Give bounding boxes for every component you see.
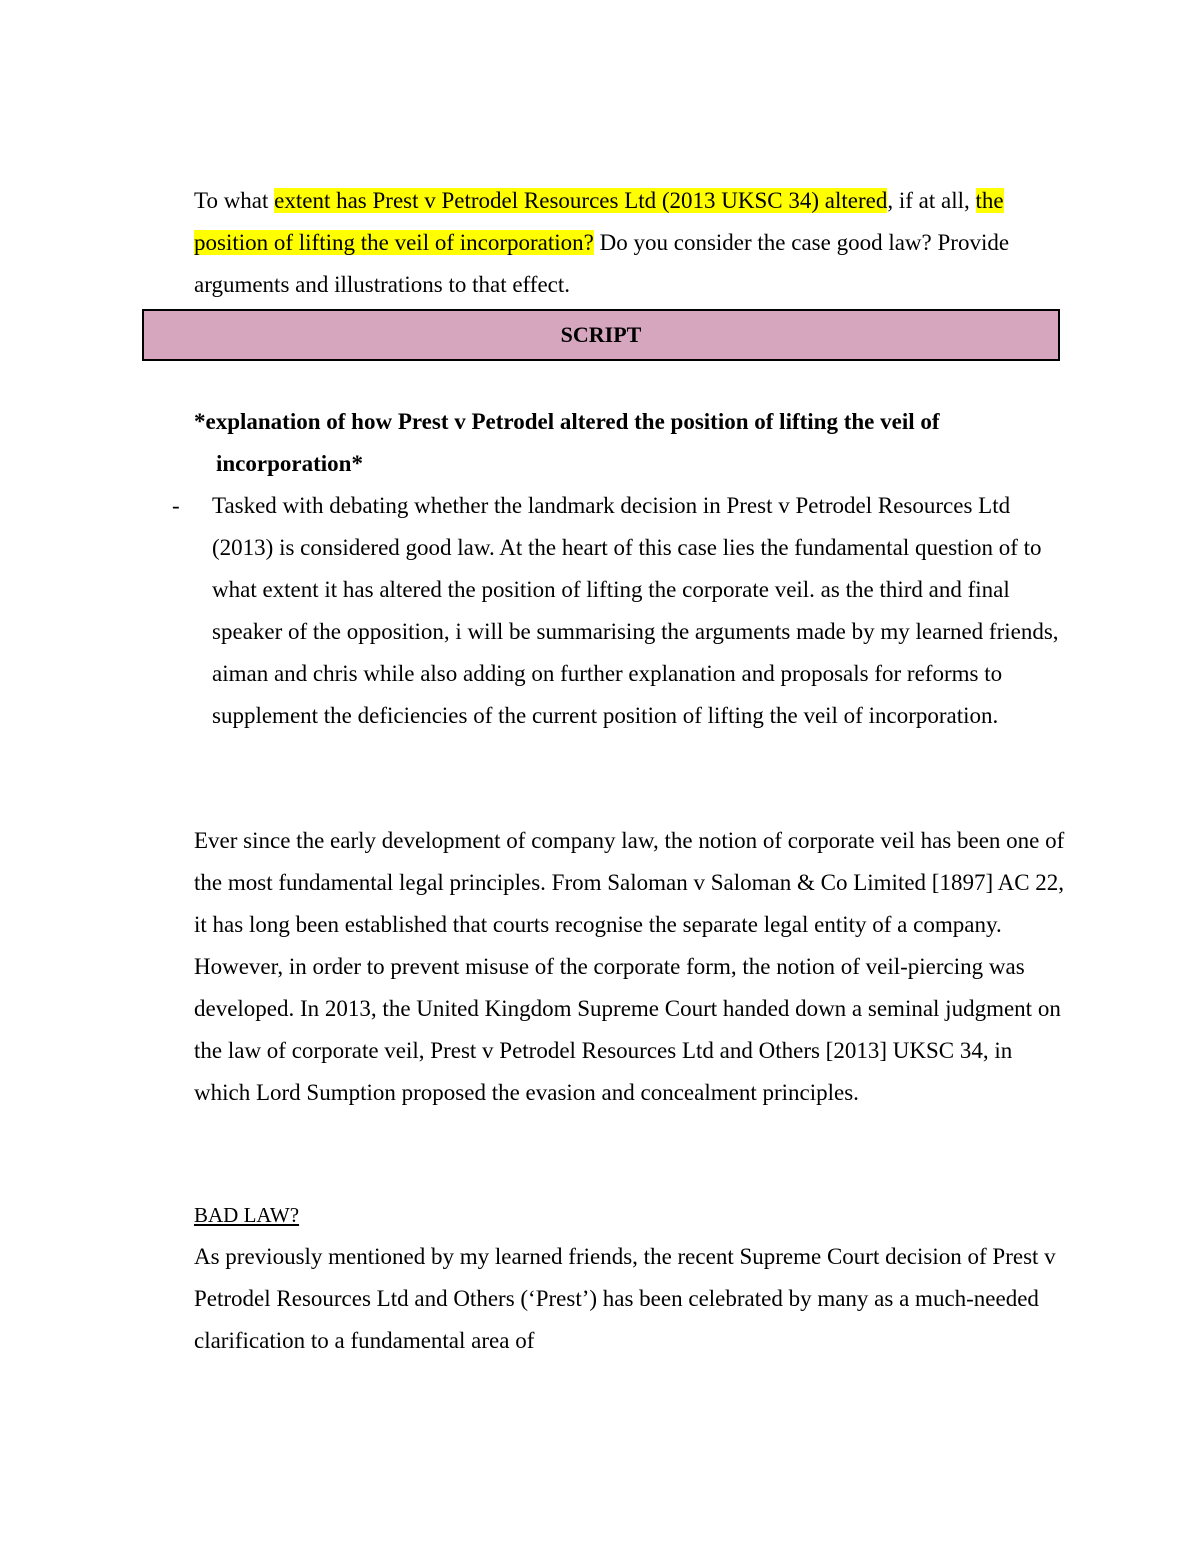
highlighted-question-extent: extent has Prest v Petrodel Resources Ltd (2013 UKSC 34) altered — [274, 188, 888, 213]
bad-law-heading: BAD LAW? — [194, 1203, 300, 1227]
body-paragraph-bad-law: As previously mentioned by my learned friends, the recent Supreme Court decision of Prest v Petrodel Resources Ltd and Others (‘Prest’) has been celebrated by many as a much-needed clarification to a fundamental area of — [194, 1244, 1056, 1353]
question-part-2: , if at all, — [887, 188, 976, 213]
explanation-heading-line-1: *explanation of how Prest v Petrodel altered the position of lifting the veil of — [194, 409, 940, 434]
bullet-paragraph: Tasked with debating whether the landmark decision in Prest v Petrodel Resources Ltd (2013) is considered good law. At the heart of this case lies the fundamental question of to what extent it has altered the position of lifting the corporate veil. as the third and final speaker of the opposition, i will be summarising the arguments made by my learned friends, aiman and chris while also adding on further explanation and proposals for reforms to supplement the deficiencies of the current position of lifting the veil of incorporation. — [212, 493, 1059, 728]
body-paragraph-history: Ever since the early development of company law, the notion of corporate veil has been one of the most fundamental legal principles. From Saloman v Saloman & Co Limited [1897] AC 22, it has long been established that courts recognise the separate legal entity of a company. However, in order to prevent misuse of the corporate form, the notion of veil-piercing was developed. In 2013, the United Kingdom Supreme Court handed down a seminal judgment on the law of corporate veil, Prest v Petrodel Resources Ltd and Others [2013] UKSC 34, in which Lord Sumption proposed the evasion and concealment principles. — [194, 828, 1065, 1105]
question-part-1: To what — [194, 188, 275, 213]
bullet-dash-marker: - — [172, 493, 180, 518]
script-banner — [142, 309, 1060, 361]
explanation-heading-line-2: incorporation* — [216, 451, 363, 476]
question-part-3: Do you consider the case good law? Provide arguments and illustrations to that effect. — [194, 230, 1010, 297]
highlighted-question-position: the position of lifting the veil of incorporation? — [194, 188, 1004, 255]
script-label: SCRIPT — [560, 322, 642, 347]
explanation-heading — [194, 401, 1074, 485]
question-text — [194, 180, 1074, 306]
